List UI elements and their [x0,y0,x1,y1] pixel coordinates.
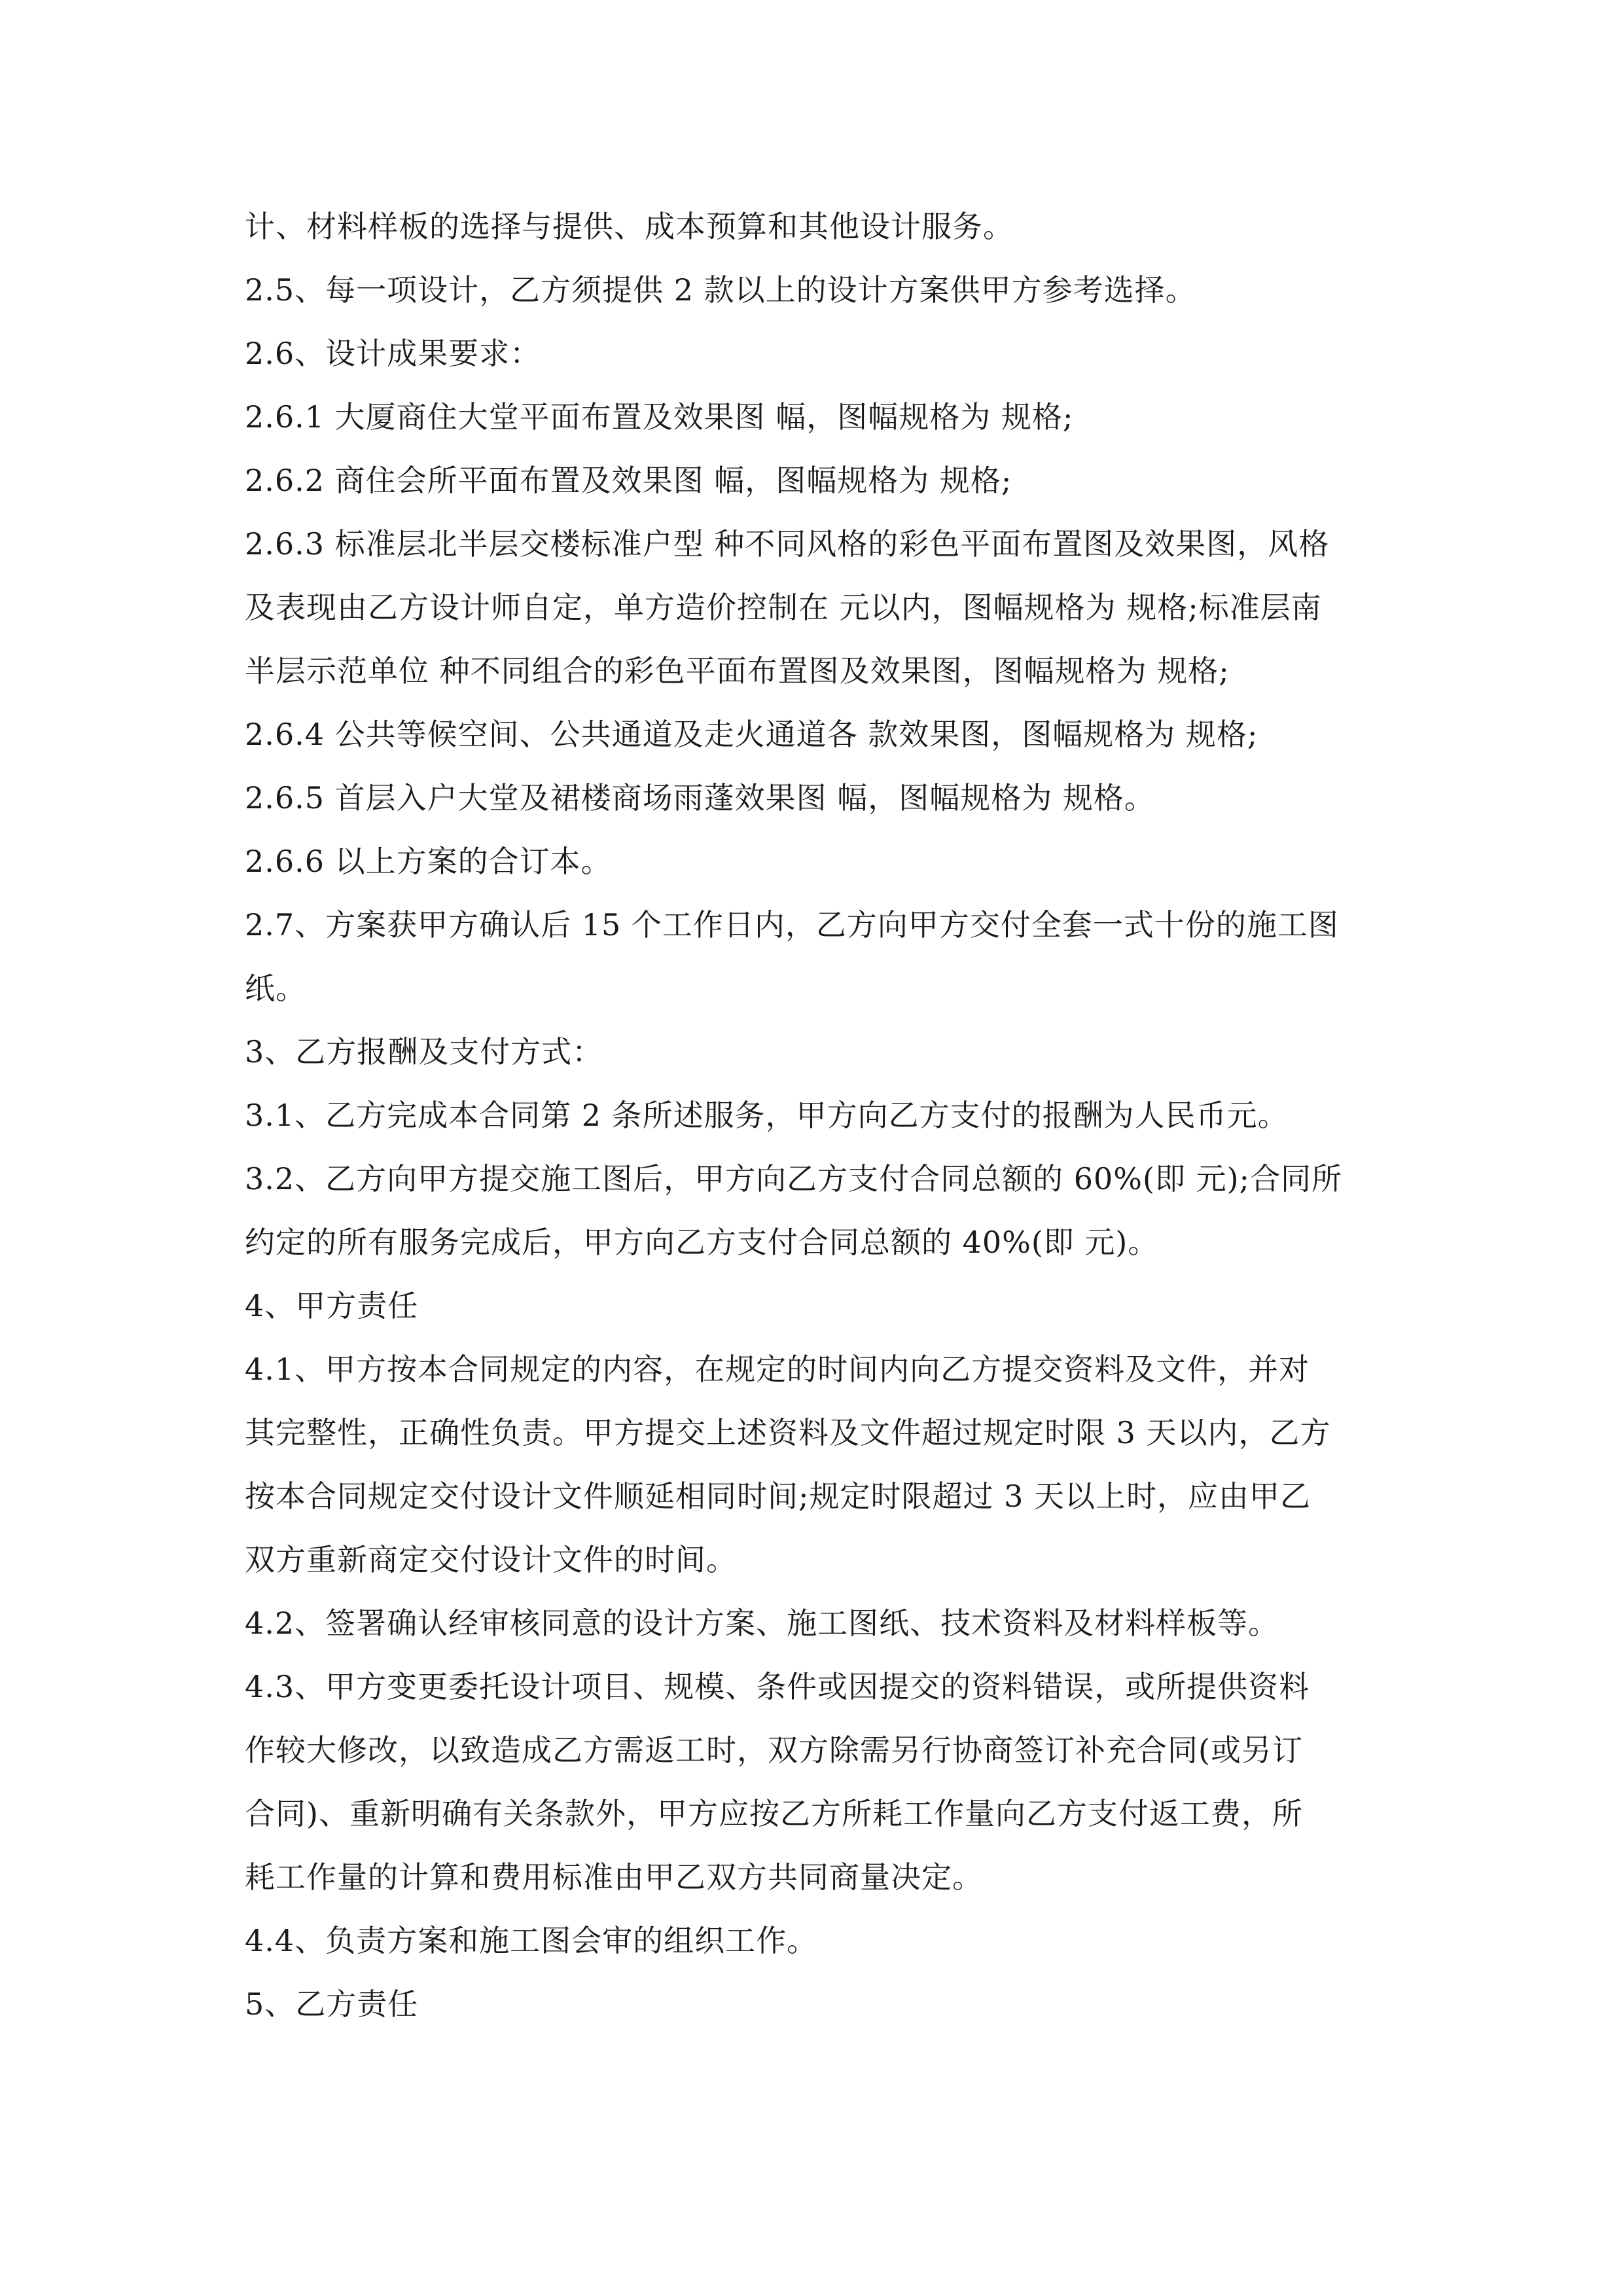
text-line: 耗工作量的计算和费用标准由甲乙双方共同商量决定。 [245,1859,983,1895]
text-line: 4.4、负责方案和施工图会审的组织工作。 [245,1923,818,1958]
text-line: 约定的所有服务完成后，甲方向乙方支付合同总额的 40%(即 元)。 [245,1225,1159,1260]
text-line: 4.3、甲方变更委托设计项目、规模、条件或因提交的资料错误，或所提供资料 [245,1669,1310,1704]
text-line: 合同)、重新明确有关条款外，甲方应按乙方所耗工作量向乙方支付返工费，所 [245,1796,1303,1831]
text-line: 2.6.3 标准层北半层交楼标准户型 种不同风格的彩色平面布置图及效果图，风格 [245,526,1330,562]
text-line: 及表现由乙方设计师自定，单方造价控制在 元以内，图幅规格为 规格;标准层南 [245,590,1322,625]
text-line: 2.5、每一项设计，乙方须提供 2 款以上的设计方案供甲方参考选择。 [245,272,1196,308]
section-heading: 5、乙方责任 [245,1986,419,2022]
text-line: 按本合同规定交付设计文件顺延相同时间;规定时限超过 3 天以上时，应由甲乙 [245,1479,1311,1514]
text-line: 2.6.5 首层入户大堂及裙楼商场雨蓬效果图 幅，图幅规格为 规格。 [245,780,1155,816]
text-line: 2.6.4 公共等候空间、公共通道及走火通道各 款效果图，图幅规格为 规格; [245,717,1258,752]
text-line: 2.6.1 大厦商住大堂平面布置及效果图 幅，图幅规格为 规格; [245,399,1074,435]
text-line: 半层示范单位 种不同组合的彩色平面布置图及效果图，图幅规格为 规格; [245,653,1230,689]
text-line: 2.6.2 商住会所平面布置及效果图 幅，图幅规格为 规格; [245,463,1012,498]
text-line: 3.2、乙方向甲方提交施工图后，甲方向乙方支付合同总额的 60%(即 元);合同所 [245,1161,1343,1196]
section-heading: 4、甲方责任 [245,1288,419,1323]
document-page [245,195,1383,2036]
text-line: 作较大修改，以致造成乙方需返工时，双方除需另行协商签订补充合同(或另订 [245,1732,1303,1768]
text-line: 2.6、设计成果要求： [245,336,541,371]
text-line: 其完整性，正确性负责。甲方提交上述资料及文件超过规定时限 3 天以内，乙方 [245,1415,1331,1450]
section-heading: 3、乙方报酬及支付方式： [245,1034,603,1069]
text-line: 4.1、甲方按本合同规定的内容，在规定的时间内向乙方提交资料及文件，并对 [245,1352,1310,1387]
text-line: 2.7、方案获甲方确认后 15 个工作日内，乙方向甲方交付全套一式十份的施工图 [245,907,1339,942]
text-line: 计、材料样板的选择与提供、成本预算和其他设计服务。 [245,209,1014,244]
text-line: 3.1、乙方完成本合同第 2 条所述服务，甲方向乙方支付的报酬为人民币元。 [245,1098,1289,1133]
text-line: 双方重新商定交付设计文件的时间。 [245,1542,737,1577]
text-line: 2.6.6 以上方案的合订本。 [245,844,612,879]
text-line: 纸。 [245,971,306,1006]
text-line: 4.2、签署确认经审核同意的设计方案、施工图纸、技术资料及材料样板等。 [245,1605,1279,1641]
